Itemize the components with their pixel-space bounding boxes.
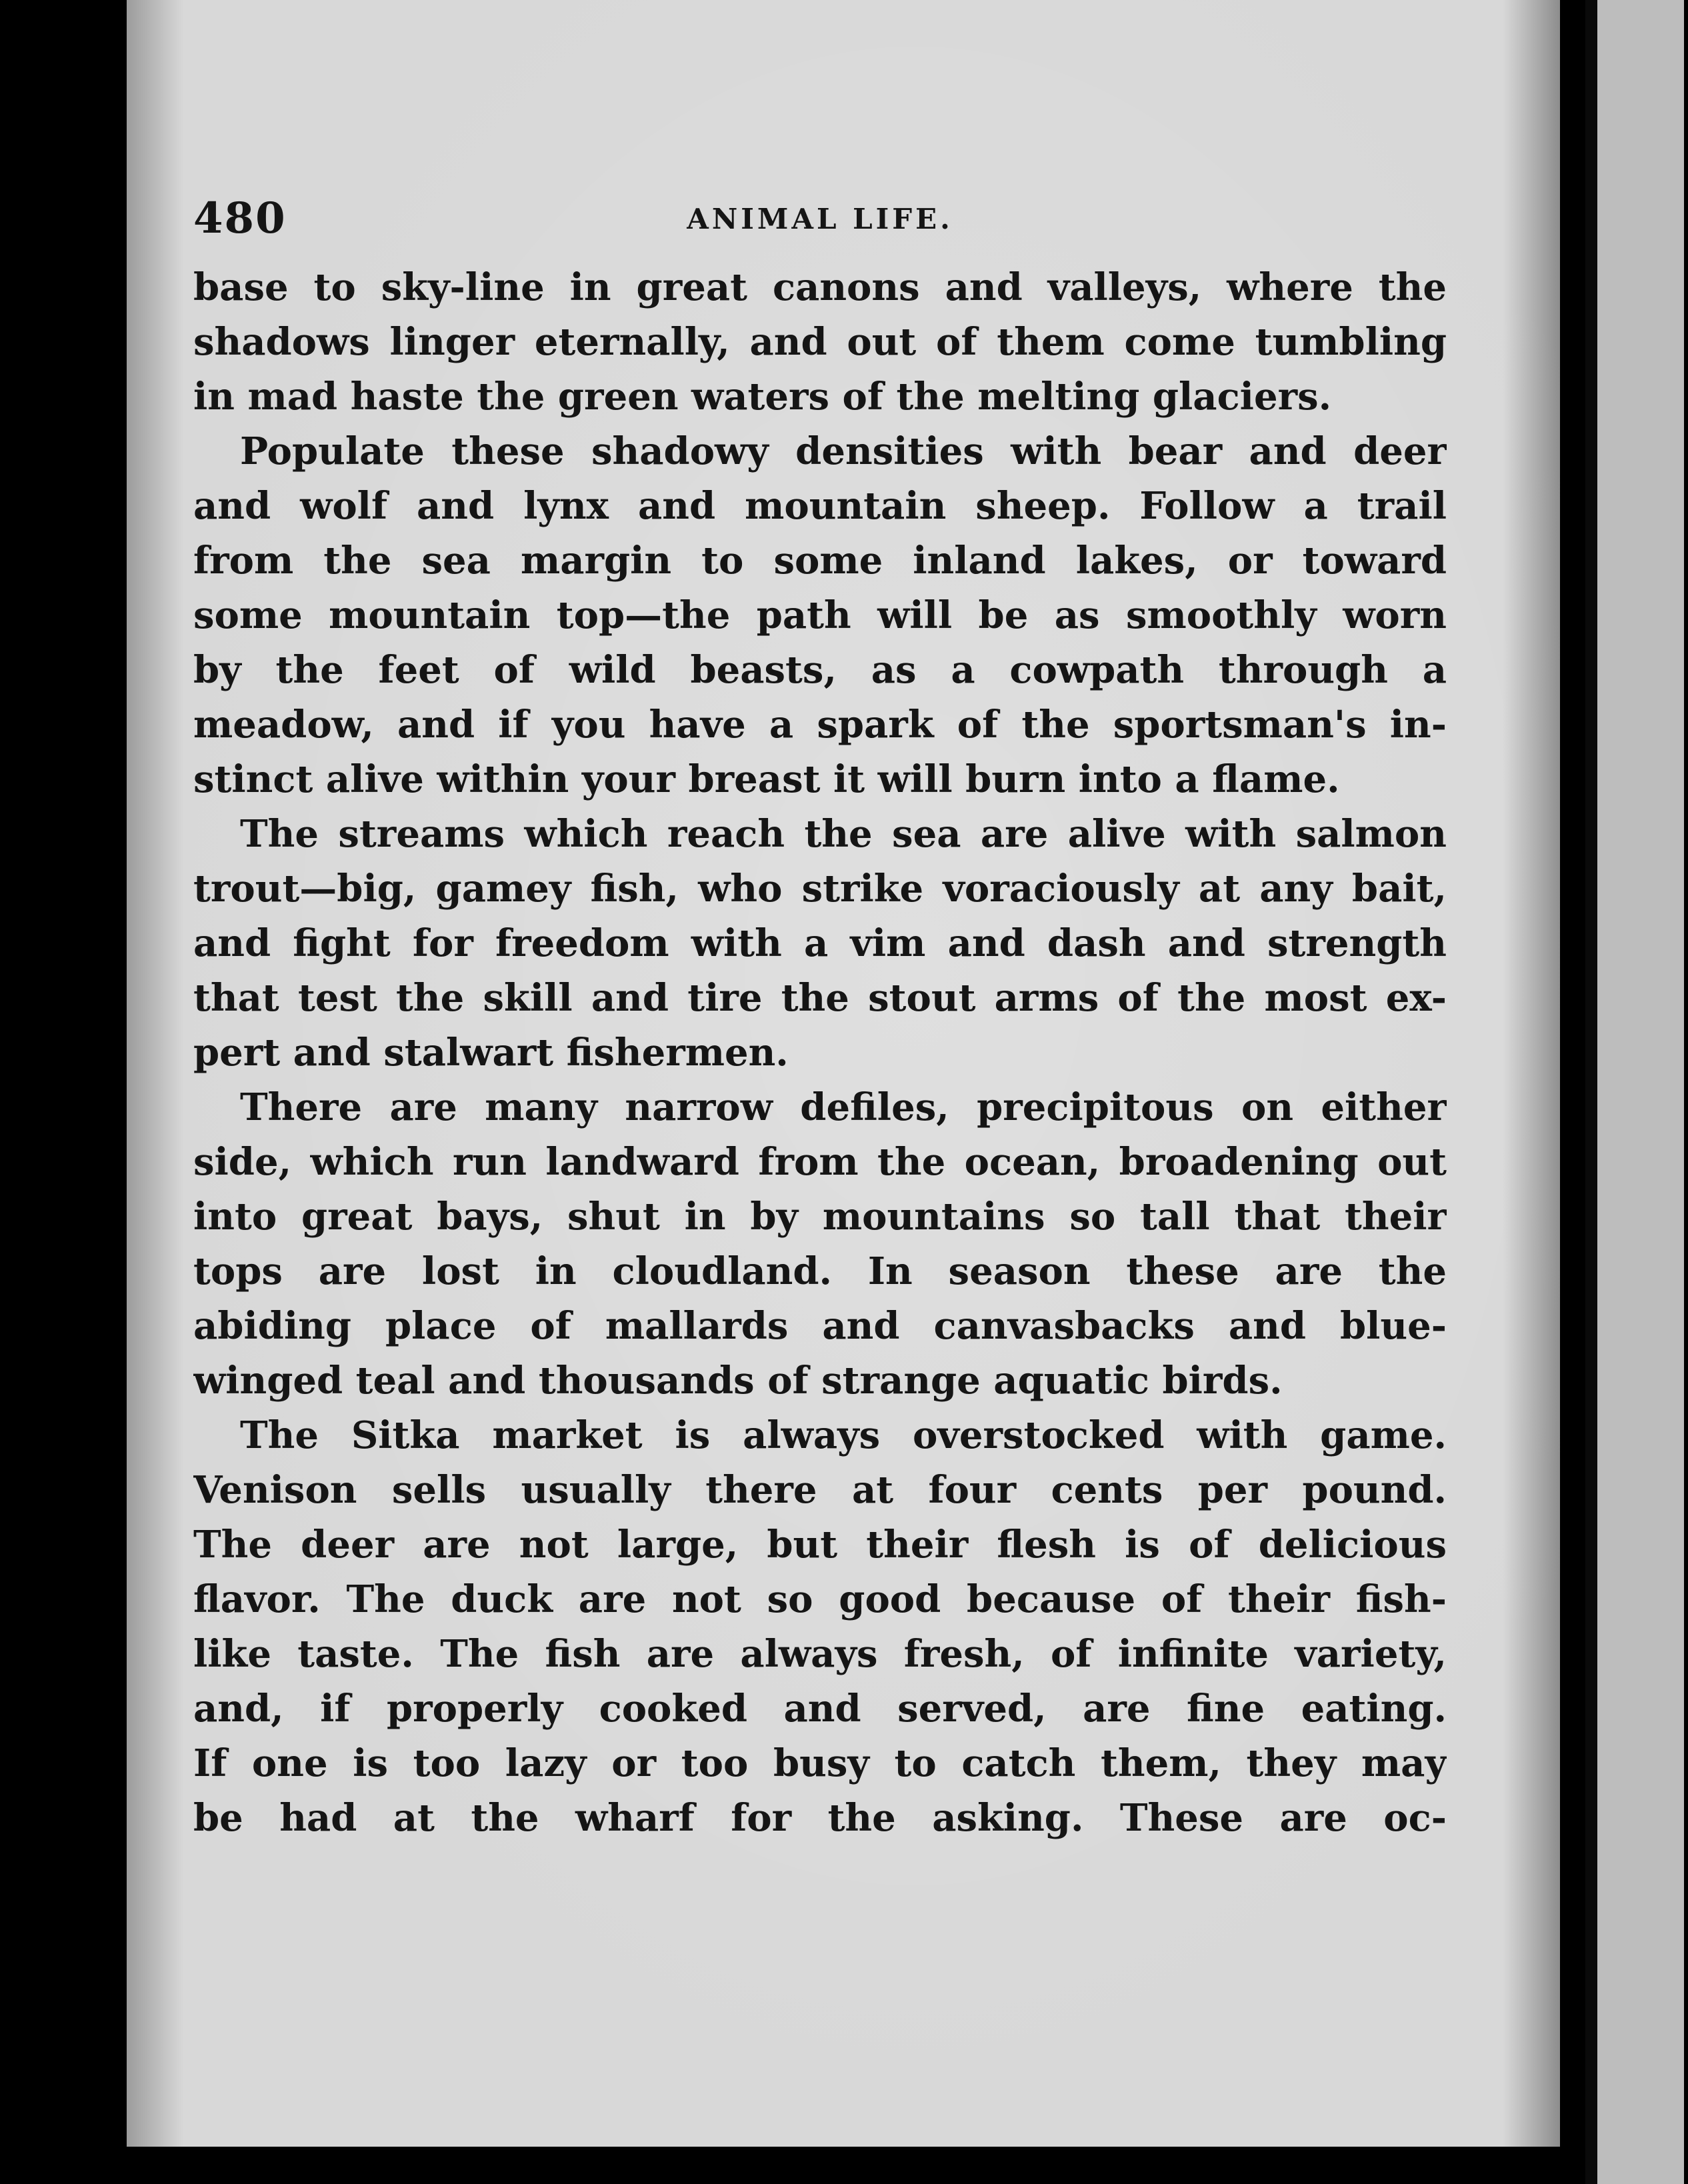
text-line: shadows linger eternally, and out of them come tumbling bbox=[193, 320, 1447, 364]
text-line: into great bays, shut in by mountains so tall that their bbox=[193, 1195, 1447, 1239]
text-line: meadow, and if you have a spark of the sportsman's in- bbox=[193, 703, 1447, 747]
text-line: tops are lost in cloudland. In season these are the bbox=[193, 1249, 1447, 1293]
text-line: abiding place of mallards and canvasbacks and blue- bbox=[193, 1304, 1447, 1348]
page-content bbox=[193, 187, 1447, 1845]
text-line: that test the skill and tire the stout arms of the most ex- bbox=[193, 976, 1447, 1020]
text-line: There are many narrow defiles, precipitous on either bbox=[240, 1085, 1447, 1129]
paragraph bbox=[193, 1080, 1447, 1408]
text-line: by the feet of wild beasts, as a cowpath through a bbox=[193, 648, 1447, 692]
text-line: winged teal and thousands of strange aquatic birds. bbox=[193, 1359, 1283, 1403]
text-line: base to sky-line in great canons and valleys, where the bbox=[193, 265, 1447, 309]
running-head bbox=[193, 187, 1447, 260]
text-line: pert and stalwart fishermen. bbox=[193, 1031, 789, 1075]
text-line: trout—big, gamey fish, who strike voraciously at any bait, bbox=[193, 867, 1447, 911]
text-line: The streams which reach the sea are alive with salmon bbox=[240, 812, 1447, 856]
text-line: and fight for freedom with a vim and dash and strength bbox=[193, 921, 1447, 965]
text-line: Populate these shadowy densities with bear and deer bbox=[240, 429, 1447, 473]
text-line: in mad haste the green waters of the melting glaciers. bbox=[193, 375, 1332, 419]
text-line: and wolf and lynx and mountain sheep. Follow a trail bbox=[193, 484, 1447, 528]
adjacent-page-edge bbox=[1585, 0, 1684, 2184]
text-line: Venison sells usually there at four cents per pound. bbox=[193, 1468, 1447, 1512]
body-text bbox=[193, 260, 1447, 1845]
text-line: stinct alive within your breast it will burn into a flame. bbox=[193, 757, 1340, 801]
text-line: flavor. The duck are not so good because of their fish- bbox=[193, 1577, 1447, 1621]
page-number: 480 bbox=[193, 193, 287, 243]
text-line: like taste. The fish are always fresh, of infinite variety, bbox=[193, 1632, 1447, 1676]
text-line: The Sitka market is always overstocked with game. bbox=[240, 1413, 1447, 1457]
text-line: some mountain top—the path will be as smoothly worn bbox=[193, 593, 1447, 637]
text-line: from the sea margin to some inland lakes, or toward bbox=[193, 539, 1447, 583]
text-line: be had at the wharf for the asking. These are oc- bbox=[193, 1796, 1447, 1840]
paragraph bbox=[193, 1408, 1447, 1845]
text-line: and, if properly cooked and served, are fine eating. bbox=[193, 1687, 1447, 1731]
paragraph bbox=[193, 424, 1447, 807]
paragraph bbox=[193, 260, 1447, 424]
paragraph bbox=[193, 807, 1447, 1080]
text-line: side, which run landward from the ocean, broadening out bbox=[193, 1140, 1447, 1184]
running-title: ANIMAL LIFE. bbox=[687, 203, 953, 235]
text-line: The deer are not large, but their flesh is of delicious bbox=[193, 1523, 1447, 1567]
text-line: If one is too lazy or too busy to catch them, they may bbox=[193, 1741, 1447, 1785]
